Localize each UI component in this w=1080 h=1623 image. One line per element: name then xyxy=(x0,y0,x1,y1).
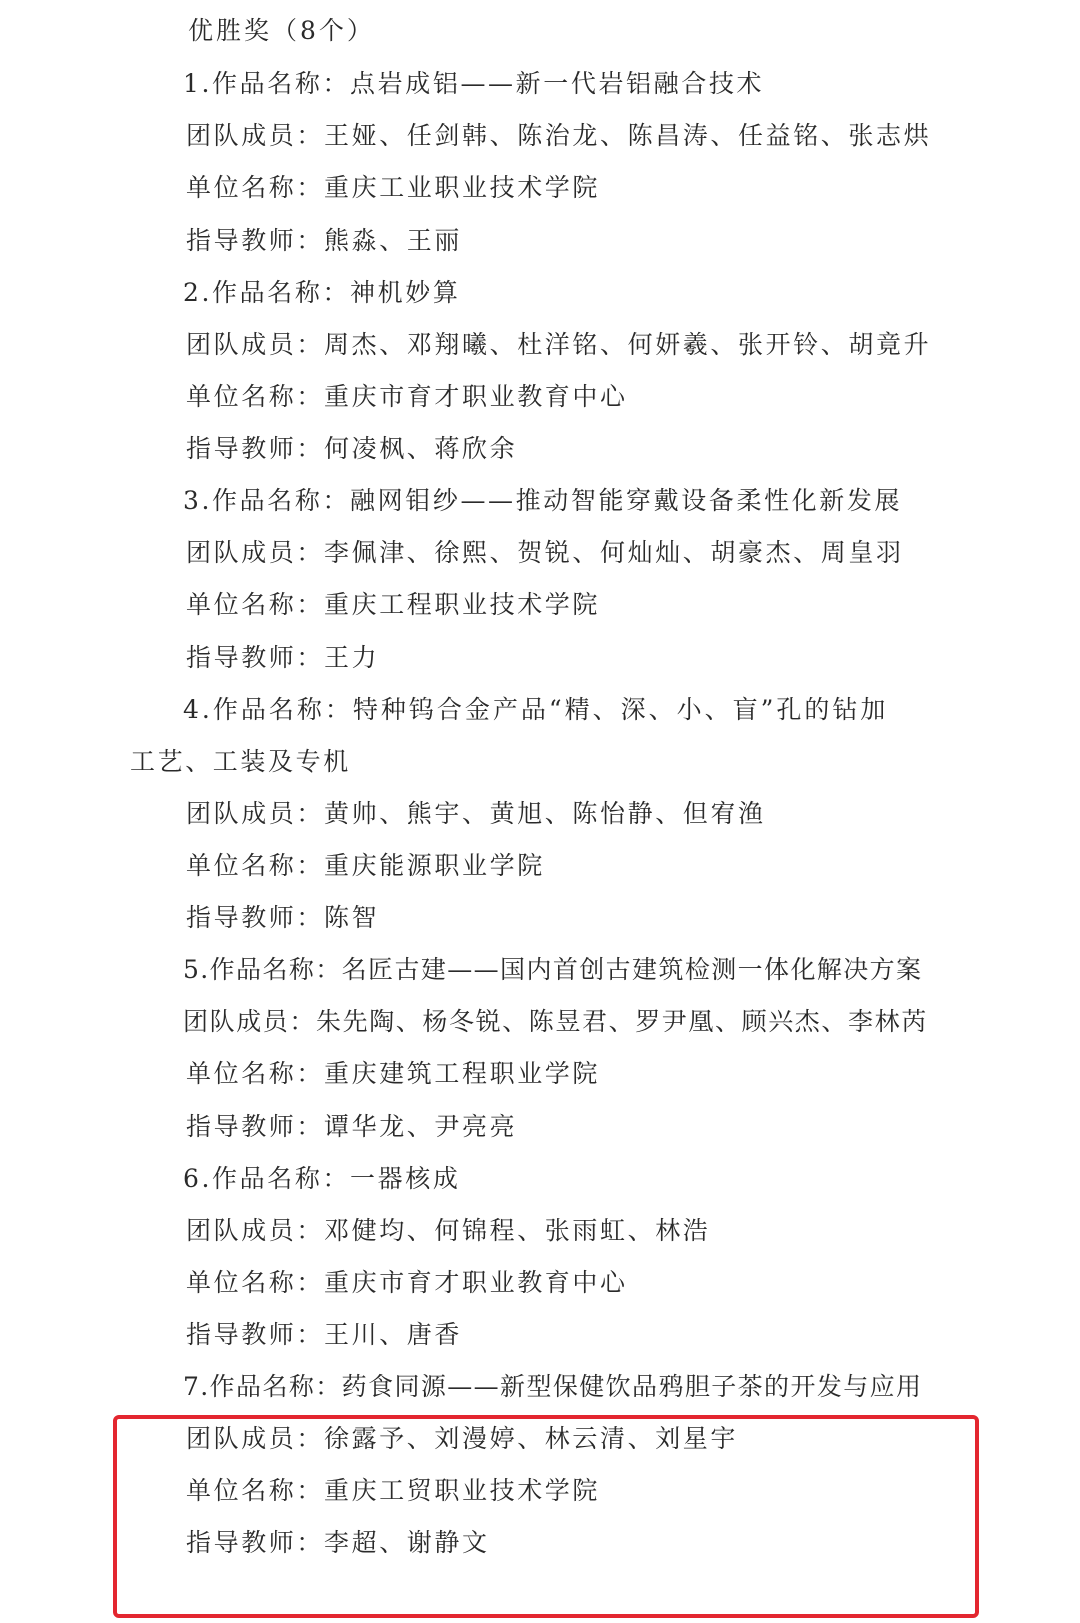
entry-7-title: 7.作品名称：药食同源——新型保健饮品鸦胆子茶的开发与应用 xyxy=(183,1372,923,1401)
entry-1-title: 1.作品名称：点岩成铝——新一代岩铝融合技术 xyxy=(183,69,765,98)
entry-5-advisors: 指导教师：谭华龙、尹亮亮 xyxy=(186,1112,518,1141)
entry-2-members: 团队成员：周杰、邓翔曦、杜洋铭、何妍羲、张开铃、胡竟升 xyxy=(186,330,932,359)
section-heading: 优胜奖（8个） xyxy=(188,16,375,45)
entry-1-unit: 单位名称：重庆工业职业技术学院 xyxy=(186,173,601,202)
entry-6-title: 6.作品名称：一器核成 xyxy=(183,1164,461,1193)
entry-2-title: 2.作品名称：神机妙算 xyxy=(183,278,461,307)
entry-1-members: 团队成员：王娅、任剑韩、陈治龙、陈昌涛、任益铭、张志烘 xyxy=(186,121,932,150)
entry-7-members: 团队成员：徐露予、刘漫婷、林云清、刘星宇 xyxy=(186,1424,739,1453)
entry-4-title-continued: 工艺、工装及专机 xyxy=(130,747,351,776)
entry-2-unit: 单位名称：重庆市育才职业教育中心 xyxy=(186,382,628,411)
entry-1-advisors: 指导教师：熊淼、王丽 xyxy=(186,226,463,255)
entry-6-members: 团队成员：邓健均、何锦程、张雨虹、林浩 xyxy=(186,1216,711,1245)
entry-3-members: 团队成员：李佩津、徐熙、贺锐、何灿灿、胡豪杰、周皇羽 xyxy=(186,538,904,567)
entry-4-title: 4.作品名称：特种钨合金产品“精、深、小、盲”孔的钻加 xyxy=(183,695,889,724)
entry-3-advisors: 指导教师：王力 xyxy=(186,643,380,672)
entry-7-advisors: 指导教师：李超、谢静文 xyxy=(186,1528,490,1557)
entry-6-unit: 单位名称：重庆市育才职业教育中心 xyxy=(186,1268,628,1297)
entry-2-advisors: 指导教师：何凌枫、蒋欣余 xyxy=(186,434,518,463)
entry-4-advisors: 指导教师：陈智 xyxy=(186,903,380,932)
entry-5-members: 团队成员：朱先陶、杨冬锐、陈昱君、罗尹凰、顾兴杰、李林芮 xyxy=(183,1007,928,1036)
entry-3-unit: 单位名称：重庆工程职业技术学院 xyxy=(186,590,601,619)
entry-6-advisors: 指导教师：王川、唐香 xyxy=(186,1320,463,1349)
entry-7-unit: 单位名称：重庆工贸职业技术学院 xyxy=(186,1476,601,1505)
entry-4-unit: 单位名称：重庆能源职业学院 xyxy=(186,851,545,880)
entry-3-title: 3.作品名称：融网钼纱——推动智能穿戴设备柔性化新发展 xyxy=(183,486,903,515)
highlight-box xyxy=(113,1415,979,1618)
entry-5-title: 5.作品名称：名匠古建——国内首创古建筑检测一体化解决方案 xyxy=(183,955,923,984)
entry-4-members: 团队成员：黄帅、熊宇、黄旭、陈怡静、但宥渔 xyxy=(186,799,766,828)
entry-5-unit: 单位名称：重庆建筑工程职业学院 xyxy=(186,1059,601,1088)
